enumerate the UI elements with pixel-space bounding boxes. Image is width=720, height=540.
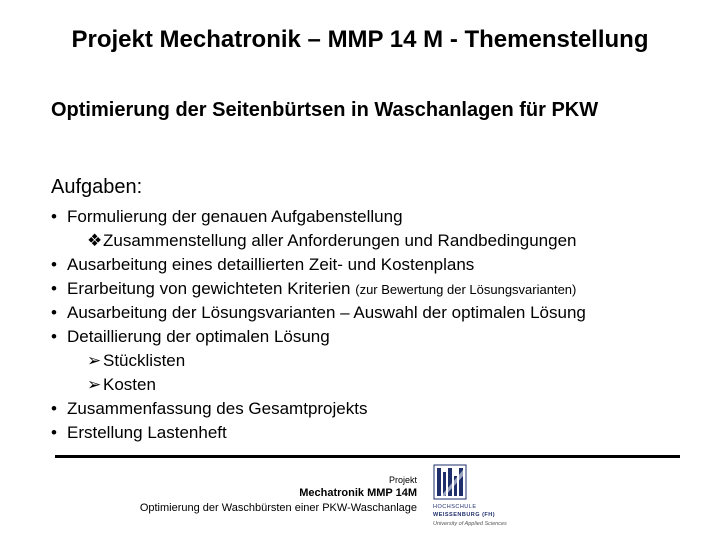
- task-subitem: [51, 349, 711, 373]
- logo-text: WEISSENBURG (FH): [433, 512, 496, 518]
- bullet-icon: •: [51, 327, 57, 346]
- task-item: [51, 301, 711, 325]
- task-item: [51, 205, 711, 229]
- logo-text: HOCHSCHULE: [433, 504, 477, 510]
- task-text: Ausarbeitung eines detaillierten Zeit- und Kostenplans: [67, 255, 475, 274]
- task-item: [51, 277, 711, 301]
- bullet-icon: •: [51, 423, 57, 442]
- divider-line: [55, 455, 680, 458]
- task-text: Zusammenfassung des Gesamtprojekts: [67, 399, 368, 418]
- bullet-icon: •: [51, 399, 57, 418]
- hochschule-logo-icon: [433, 462, 467, 500]
- diamond-bullet-icon: ❖: [87, 231, 103, 250]
- bullet-icon: •: [51, 279, 57, 298]
- task-item: [51, 421, 711, 445]
- footer-label: Projekt: [388, 475, 417, 485]
- section-heading: Aufgaben:: [51, 176, 143, 198]
- logo-text: University of Applied Sciences: [433, 521, 507, 527]
- subtitle: Optimierung der Seitenbürtsen in Waschanlagen für PKW: [51, 99, 599, 121]
- task-subitem: [51, 373, 711, 397]
- task-text: Erarbeitung von gewichteten Kriterien: [67, 279, 351, 298]
- task-text: Stücklisten: [103, 351, 186, 370]
- task-text: Formulierung der genauen Aufgabenstellung: [67, 207, 403, 226]
- arrow-bullet-icon: ➢: [87, 351, 102, 370]
- task-list: [51, 205, 711, 445]
- task-item: [51, 325, 711, 349]
- bullet-icon: •: [51, 303, 57, 322]
- page-title: Projekt Mechatronik – MMP 14 M - Themenstellung: [71, 26, 649, 53]
- task-note: (zur Bewertung der Lösungsvarianten): [355, 282, 577, 297]
- university-logo: [433, 462, 513, 530]
- task-text: Erstellung Lastenheft: [67, 423, 227, 442]
- bullet-icon: •: [51, 207, 57, 226]
- task-item: [51, 253, 711, 277]
- arrow-bullet-icon: ➢: [87, 375, 102, 394]
- task-text: Ausarbeitung der Lösungsvarianten – Auswahl der optimalen Lösung: [67, 303, 586, 322]
- footer-description: Optimierung der Waschbürsten einer PKW-Waschanlage: [139, 502, 417, 514]
- footer: [140, 474, 417, 516]
- task-text: Detaillierung der optimalen Lösung: [67, 327, 330, 346]
- footer-project-name: Mechatronik MMP 14M: [299, 487, 417, 499]
- task-text: Zusammenstellung aller Anforderungen und Randbedingungen: [103, 231, 577, 250]
- task-item: [51, 397, 711, 421]
- task-text: Kosten: [103, 375, 156, 394]
- bullet-icon: •: [51, 255, 57, 274]
- task-subitem: [51, 229, 711, 253]
